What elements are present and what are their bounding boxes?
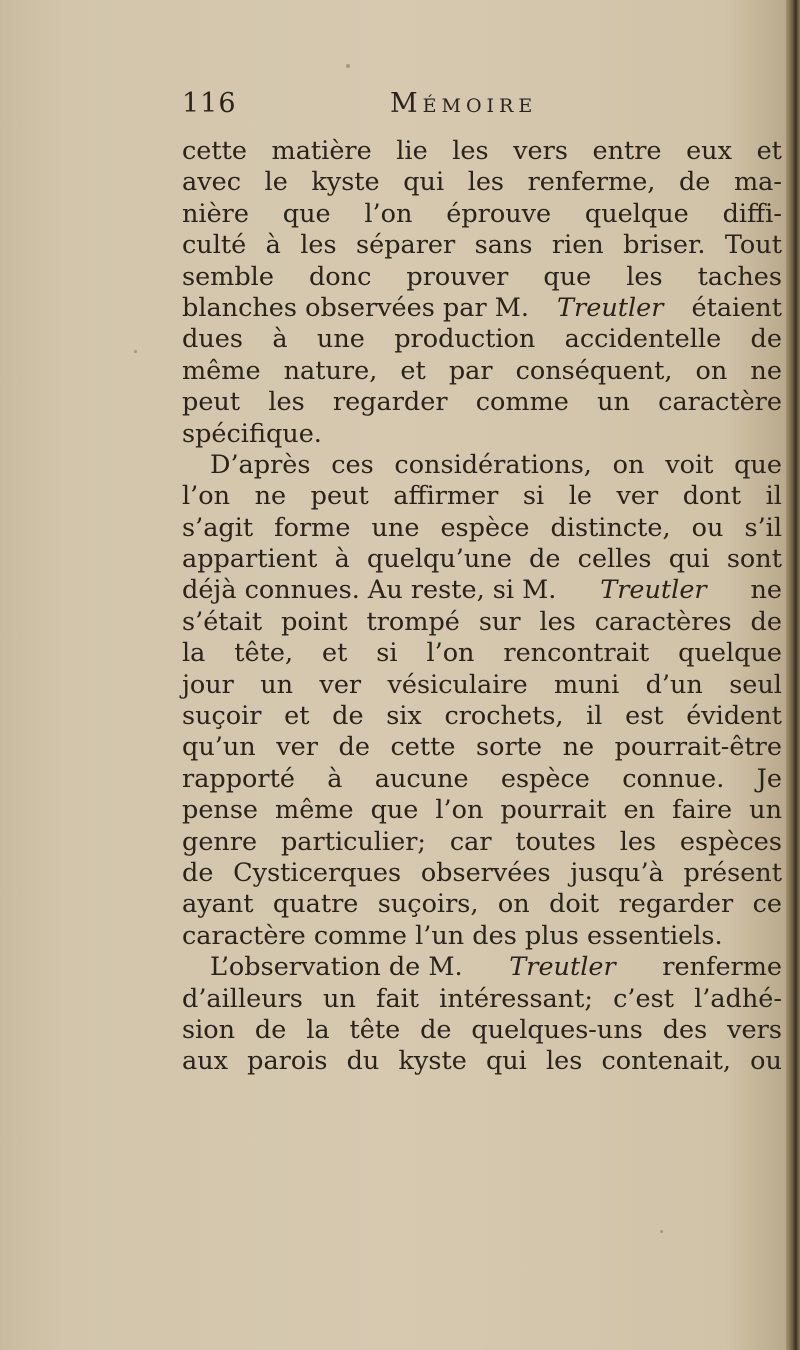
word: parois [247, 1046, 328, 1077]
word: ver [276, 732, 318, 763]
word: tête, [234, 638, 294, 669]
word: distincte, [550, 512, 671, 543]
word: la [182, 638, 206, 669]
word: un [597, 387, 630, 418]
word: six [386, 701, 422, 732]
word: ou [750, 1046, 782, 1077]
word: sorte [476, 732, 542, 763]
word: les [452, 136, 489, 166]
word: est [625, 701, 664, 732]
word: affirmer [393, 481, 499, 512]
word: de [332, 701, 364, 732]
word: vers [513, 136, 568, 166]
word: toutes [515, 826, 596, 857]
word: intéressant; [439, 983, 594, 1014]
word: les [545, 1046, 583, 1077]
word: diffi- [722, 198, 782, 229]
word: de [338, 732, 370, 763]
text-line [182, 136, 782, 167]
word: l’on [426, 638, 475, 669]
word: celles [577, 544, 652, 575]
word: rien [551, 230, 604, 261]
word: ayant [182, 889, 254, 920]
word: si [376, 638, 398, 669]
word: l’on [364, 198, 413, 229]
word: par [448, 355, 493, 386]
word: que [543, 261, 592, 292]
word: quatre [272, 889, 359, 920]
word: taches [697, 261, 782, 292]
word: même [182, 355, 261, 386]
text-line [182, 481, 782, 512]
word: l’on [182, 481, 231, 512]
word: crochets, [444, 701, 564, 732]
word: particulier; [280, 826, 426, 857]
word: aucune [374, 763, 469, 794]
word: le [568, 481, 592, 512]
word: comme [475, 387, 569, 418]
word: quelques-uns [471, 1014, 643, 1045]
word: séparer [356, 230, 456, 261]
word: de [420, 1014, 452, 1045]
word: les [268, 387, 305, 418]
word: avec [182, 167, 241, 198]
word: de [254, 1014, 287, 1045]
text-line [182, 984, 782, 1015]
text-line [182, 827, 782, 858]
text-line [182, 356, 782, 387]
word: lie [396, 136, 428, 166]
text-line [182, 230, 782, 261]
word: de [678, 167, 711, 198]
text-line [182, 324, 782, 355]
paper-speck [660, 1230, 663, 1233]
word: kyste [311, 167, 380, 198]
word: on [695, 355, 728, 386]
word: genre [182, 826, 258, 857]
text-line [182, 513, 782, 544]
line-text: renferme [662, 952, 782, 983]
word: aux [182, 1046, 229, 1077]
word: briser. [623, 230, 706, 261]
word: il [586, 701, 603, 732]
word: dues [182, 324, 243, 355]
text-line [182, 262, 782, 293]
line-text: déjà connues. Au reste, si M. [182, 575, 557, 606]
word: présent [683, 857, 782, 888]
word: de [750, 606, 782, 637]
word: s’il [744, 512, 782, 543]
word: doit [549, 889, 600, 920]
word: donc [308, 261, 372, 292]
word: forme [274, 512, 351, 543]
word: ne [562, 732, 595, 763]
word: kyste [398, 1046, 467, 1077]
text-line [182, 952, 782, 983]
text-line [182, 670, 782, 701]
italic-name: Treutler [509, 952, 616, 983]
word: production [394, 324, 536, 355]
word: ces [331, 449, 374, 480]
word: rencontrait [503, 638, 650, 669]
word: à [334, 544, 350, 575]
word: ver [319, 669, 362, 700]
word: caractère [658, 387, 782, 418]
word: caractères [594, 606, 732, 637]
word: à [265, 230, 281, 261]
word: s’était [182, 606, 263, 637]
word: une [371, 512, 420, 543]
word: D’après [210, 449, 311, 480]
word: sur [478, 606, 521, 637]
word: ce [752, 889, 782, 920]
word: appartient [182, 544, 318, 575]
word: fait [376, 983, 420, 1014]
word: on [612, 449, 645, 480]
word: on [497, 889, 530, 920]
word: et [284, 701, 310, 732]
word: faire [672, 795, 733, 826]
word: voit [665, 449, 714, 480]
word: point [281, 606, 348, 637]
paper-speck [134, 350, 137, 353]
word: Cysticerques [233, 857, 402, 888]
word: conséquent, [515, 355, 673, 386]
word: quelque [678, 638, 782, 669]
word: et [400, 355, 426, 386]
word: trompé [366, 606, 460, 637]
word: d’ailleurs [182, 983, 303, 1014]
word: car [449, 826, 492, 857]
word: une [316, 324, 365, 355]
word: il [765, 481, 782, 512]
word: c’est [613, 983, 674, 1014]
text-line [182, 544, 782, 575]
text-line [182, 921, 782, 952]
word: suçoirs, [377, 889, 479, 920]
text-line [182, 858, 782, 889]
word: de [529, 544, 561, 575]
word: évident [686, 701, 782, 732]
word: observées [420, 857, 551, 888]
text-line [182, 167, 782, 198]
word: vésiculaire [387, 669, 528, 700]
italic-name: Treutler [557, 292, 664, 323]
word: les [619, 826, 657, 857]
word: pourrait [500, 795, 607, 826]
paper-speck [346, 64, 350, 68]
running-head: Mémoire [390, 88, 538, 119]
line-text: étaient [691, 292, 782, 323]
word: pourrait-être [614, 732, 782, 763]
text-line [182, 701, 782, 732]
word: prouver [406, 261, 509, 292]
word: nature, [283, 355, 378, 386]
word: ver [616, 481, 659, 512]
word: d’un [645, 669, 703, 700]
line-text: ne [750, 575, 782, 606]
text-line [182, 732, 782, 763]
word: à [272, 324, 288, 355]
text-line [182, 1046, 782, 1077]
word: l’on [435, 795, 484, 826]
word: peut [182, 387, 241, 418]
word: un [323, 983, 356, 1014]
text-line [182, 199, 782, 230]
word: pense [182, 795, 259, 826]
word: ou [691, 512, 724, 543]
word: dont [682, 481, 742, 512]
word: culté [182, 230, 247, 261]
word: éprouve [446, 198, 552, 229]
word: seul [729, 669, 782, 700]
word: si [522, 481, 545, 512]
page-number: 116 [182, 88, 237, 119]
word: sion [182, 1014, 236, 1045]
line-text: blanches observées par M. [182, 292, 529, 323]
word: en [623, 795, 656, 826]
line-text: caractère comme l’un des plus essentiels. [182, 920, 723, 951]
word: matière [271, 136, 372, 166]
word: regarder [332, 387, 448, 418]
word: peut [310, 481, 369, 512]
word: muni [554, 669, 620, 700]
word: même [275, 795, 354, 826]
word: rapporté [182, 763, 295, 794]
word: des [662, 1014, 708, 1045]
text-line [182, 387, 782, 418]
word: connue. [622, 763, 725, 794]
text-line [182, 1015, 782, 1046]
word: l’adhé- [694, 983, 782, 1014]
word: semble [182, 261, 274, 292]
word: espèce [500, 763, 590, 794]
word: contenait, [601, 1046, 731, 1077]
word: les [626, 261, 663, 292]
text-line [182, 575, 782, 606]
text-line [182, 638, 782, 669]
word: la [306, 1014, 330, 1045]
word: un [260, 669, 294, 700]
word: et [322, 638, 348, 669]
line-text: spécifique. [182, 418, 322, 449]
word: ne [254, 481, 287, 512]
word: de [750, 324, 782, 355]
word: qui [668, 544, 710, 575]
word: et [756, 136, 782, 166]
word: ne [750, 355, 782, 386]
word: jour [182, 669, 234, 700]
word: regarder [618, 889, 734, 920]
word: entre [592, 136, 662, 166]
word: qu’un [182, 732, 256, 763]
word: s’agit [182, 512, 254, 543]
text-line [182, 764, 782, 795]
word: de [182, 857, 214, 888]
word: vers [727, 1014, 782, 1045]
word: que [370, 795, 419, 826]
word: que [282, 198, 331, 229]
line-text: L’observation de M. [210, 952, 463, 983]
word: qui [403, 167, 445, 198]
word: cette [390, 732, 456, 763]
word: cette [182, 136, 247, 166]
word: ma- [733, 167, 782, 198]
word: tête [349, 1014, 401, 1045]
word: que [734, 449, 782, 480]
word: Tout [724, 230, 782, 261]
word: les [467, 167, 505, 198]
text-line [182, 419, 782, 450]
word: espèces [679, 826, 782, 857]
text-line [182, 795, 782, 826]
word: sans [474, 230, 533, 261]
word: les [539, 606, 576, 637]
word: jusqu’à [570, 857, 664, 888]
text-line [182, 450, 782, 481]
word: renferme, [527, 167, 656, 198]
text-line [182, 607, 782, 638]
body-text [182, 136, 782, 1078]
word: les [300, 230, 337, 261]
word: considérations, [394, 449, 592, 480]
text-line [182, 293, 782, 324]
text-line [182, 889, 782, 920]
word: à [327, 763, 343, 794]
italic-name: Treutler [600, 575, 707, 606]
page-edge [786, 0, 800, 1350]
word: sont [726, 544, 782, 575]
word: espèce [440, 512, 530, 543]
word: du [346, 1046, 380, 1077]
word: qui [485, 1046, 527, 1077]
word: quelque [584, 198, 689, 229]
word: Je [756, 763, 782, 794]
word: quelqu’une [367, 544, 512, 575]
word: accidentelle [564, 324, 722, 355]
word: le [264, 167, 288, 198]
page-header [180, 88, 780, 128]
word: eux [686, 136, 732, 166]
word: un [749, 795, 782, 826]
word: nière [182, 198, 249, 229]
word: suçoir [182, 701, 262, 732]
